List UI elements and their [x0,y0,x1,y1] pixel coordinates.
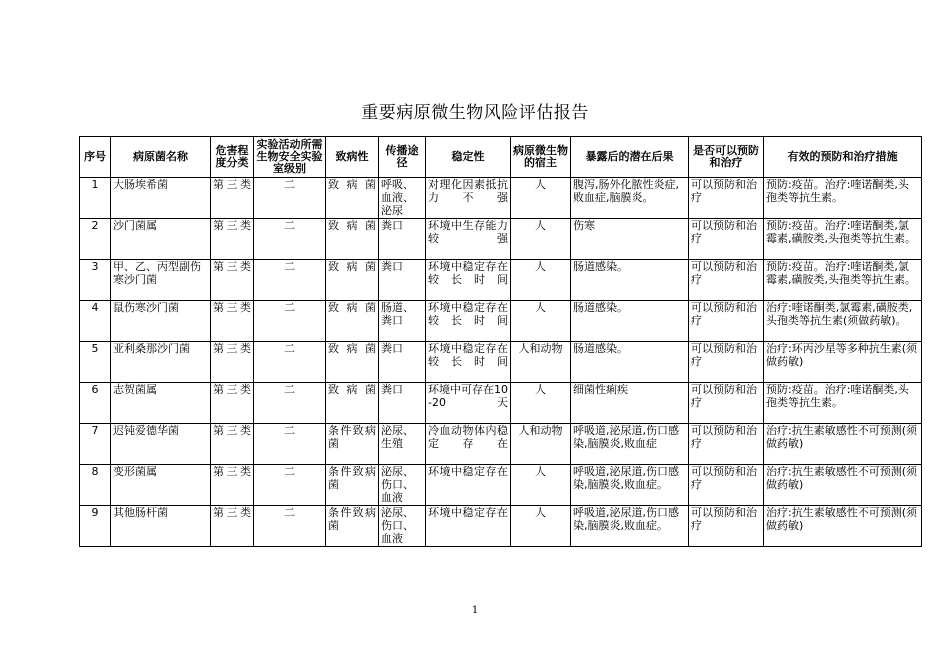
cell-preventable: 可以预防和治疗 [689,465,764,506]
cell-hazard-class: 第三类 [211,301,254,342]
cell-stability: 对理化因素抵抗力不强 [426,178,511,219]
table-row [80,465,922,506]
cell-measures: 治疗:抗生素敏感性不可预测(须做药敏) [764,424,922,465]
cell-consequence: 肠道感染。 [571,260,689,301]
cell-consequence: 伤寒 [571,219,689,260]
page-number: 1 [471,605,479,616]
cell-index: 7 [80,424,111,465]
cell-index: 5 [80,342,111,383]
cell-transmission: 肠道、粪口 [379,301,426,342]
cell-host: 人 [511,178,571,219]
cell-pathogen-name: 迟钝爱德华菌 [111,424,211,465]
cell-measures: 预防:疫苗。治疗:喹诺酮类,头孢类等抗生素。 [764,178,922,219]
cell-preventable: 可以预防和治疗 [689,260,764,301]
cell-host: 人 [511,465,571,506]
cell-lab-level: 二 [254,424,326,465]
cell-measures: 治疗:抗生素敏感性不可预测(须做药敏) [764,465,922,506]
header-index: 序号 [80,137,111,178]
table-header-row [80,137,922,178]
cell-stability: 冷血动物体内稳定存在 [426,424,511,465]
cell-index: 3 [80,260,111,301]
cell-index: 1 [80,178,111,219]
cell-index: 9 [80,506,111,547]
cell-pathogen-name: 甲、乙、丙型副伤寒沙门菌 [111,260,211,301]
cell-stability: 环境中稳定存在较长时间 [426,301,511,342]
cell-pathogenicity: 条件致病菌 [326,465,379,506]
cell-lab-level: 二 [254,506,326,547]
table-row [80,424,922,465]
cell-hazard-class: 第三类 [211,260,254,301]
cell-pathogen-name: 大肠埃希菌 [111,178,211,219]
cell-hazard-class: 第三类 [211,465,254,506]
header-stability: 稳定性 [426,137,511,178]
cell-host: 人 [511,260,571,301]
cell-hazard-class: 第三类 [211,342,254,383]
cell-pathogenicity: 条件致病菌 [326,424,379,465]
cell-lab-level: 二 [254,383,326,424]
cell-preventable: 可以预防和治疗 [689,219,764,260]
cell-measures: 预防:疫苗。治疗:喹诺酮类,氯霉素,磺胺类,头孢类等抗生素。 [764,219,922,260]
cell-hazard-class: 第三类 [211,506,254,547]
cell-pathogen-name: 沙门菌属 [111,219,211,260]
header-host: 病原微生物的宿主 [511,137,571,178]
header-pathogenicity: 致病性 [326,137,379,178]
cell-preventable: 可以预防和治疗 [689,383,764,424]
cell-pathogen-name: 志贺菌属 [111,383,211,424]
cell-preventable: 可以预防和治疗 [689,178,764,219]
cell-host: 人和动物 [511,424,571,465]
table-row [80,178,922,219]
cell-index: 6 [80,383,111,424]
cell-consequence: 细菌性痢疾 [571,383,689,424]
cell-consequence: 呼吸道,泌尿道,伤口感染,脑膜炎,败血症 [571,424,689,465]
cell-host: 人 [511,383,571,424]
table-row [80,383,922,424]
cell-pathogenicity: 致病菌 [326,178,379,219]
cell-index: 8 [80,465,111,506]
cell-measures: 治疗:抗生素敏感性不可预测(须做药敏) [764,506,922,547]
cell-transmission: 呼吸、血液、泌尿 [379,178,426,219]
cell-transmission: 粪口 [379,383,426,424]
header-transmission: 传播途径 [379,137,426,178]
cell-lab-level: 二 [254,219,326,260]
cell-transmission: 泌尿、伤口、血液 [379,465,426,506]
cell-host: 人 [511,219,571,260]
cell-consequence: 肠道感染。 [571,342,689,383]
cell-index: 2 [80,219,111,260]
cell-lab-level: 二 [254,465,326,506]
cell-pathogenicity: 致病菌 [326,342,379,383]
cell-measures: 治疗:环丙沙星等多种抗生素(须做药敏) [764,342,922,383]
cell-pathogen-name: 鼠伤寒沙门菌 [111,301,211,342]
cell-lab-level: 二 [254,342,326,383]
cell-lab-level: 二 [254,178,326,219]
cell-pathogen-name: 亚利桑那沙门菌 [111,342,211,383]
cell-transmission: 粪口 [379,342,426,383]
cell-hazard-class: 第三类 [211,424,254,465]
cell-measures: 预防:疫苗。治疗:喹诺酮类,头孢类等抗生素。 [764,383,922,424]
cell-transmission: 粪口 [379,260,426,301]
cell-pathogenicity: 致病菌 [326,219,379,260]
cell-transmission: 泌尿、生殖 [379,424,426,465]
cell-consequence: 腹泻,肠外化脓性炎症,败血症,脑膜炎。 [571,178,689,219]
table-row [80,219,922,260]
document-title: 重要病原微生物风险评估报告 [361,103,589,123]
cell-consequence: 肠道感染。 [571,301,689,342]
cell-transmission: 泌尿、伤口、血液 [379,506,426,547]
table-row [80,260,922,301]
header-pathogen-name: 病原菌名称 [111,137,211,178]
cell-hazard-class: 第三类 [211,178,254,219]
cell-host: 人和动物 [511,342,571,383]
header-measures: 有效的预防和治疗措施 [764,137,922,178]
table-row [80,506,922,547]
cell-pathogenicity: 致病菌 [326,383,379,424]
cell-transmission: 粪口 [379,219,426,260]
cell-consequence: 呼吸道,泌尿道,伤口感染,脑膜炎,败血症。 [571,465,689,506]
cell-hazard-class: 第三类 [211,383,254,424]
cell-host: 人 [511,301,571,342]
cell-stability: 环境中可存在10-20天 [426,383,511,424]
cell-preventable: 可以预防和治疗 [689,424,764,465]
table-row [80,342,922,383]
cell-pathogen-name: 变形菌属 [111,465,211,506]
header-consequence: 暴露后的潜在后果 [571,137,689,178]
header-preventable: 是否可以预防和治疗 [689,137,764,178]
cell-pathogenicity: 致病菌 [326,260,379,301]
cell-host: 人 [511,506,571,547]
cell-index: 4 [80,301,111,342]
cell-lab-level: 二 [254,301,326,342]
cell-stability: 环境中稳定存在 [426,506,511,547]
header-lab-level: 实验活动所需生物安全实验室级别 [254,137,326,178]
header-hazard-class: 危害程度分类 [211,137,254,178]
cell-pathogen-name: 其他肠杆菌 [111,506,211,547]
table-row [80,301,922,342]
cell-preventable: 可以预防和治疗 [689,506,764,547]
cell-preventable: 可以预防和治疗 [689,301,764,342]
cell-measures: 预防:疫苗。治疗:喹诺酮类,氯霉素,磺胺类,头孢类等抗生素。 [764,260,922,301]
cell-stability: 环境中稳定存在 [426,465,511,506]
cell-stability: 环境中稳定存在较长时间 [426,260,511,301]
cell-stability: 环境中生存能力较强 [426,219,511,260]
cell-stability: 环境中稳定存在较长时间 [426,342,511,383]
risk-assessment-table [79,136,922,547]
cell-pathogenicity: 条件致病菌 [326,506,379,547]
cell-hazard-class: 第三类 [211,219,254,260]
cell-measures: 治疗:喹诺酮类,氯霉素,磺胺类,头孢类等抗生素(须做药敏)。 [764,301,922,342]
cell-preventable: 可以预防和治疗 [689,342,764,383]
cell-pathogenicity: 致病菌 [326,301,379,342]
cell-lab-level: 二 [254,260,326,301]
cell-consequence: 呼吸道,泌尿道,伤口感染,脑膜炎,败血症。 [571,506,689,547]
